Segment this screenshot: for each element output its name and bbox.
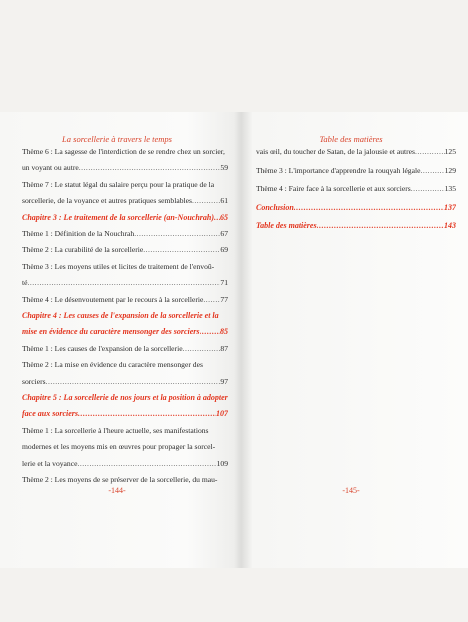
toc-line-text: Thème 2 : La curabilité de la sorcellerie <box>22 245 144 255</box>
dot-leader <box>78 409 216 419</box>
dot-leader <box>411 184 445 194</box>
toc-page-number: 69 <box>220 245 228 255</box>
toc-page-number: 87 <box>220 343 228 353</box>
toc-line-text: sorcellerie, de la voyance et autres pratiques semblables <box>22 196 192 206</box>
toc-line-text: face aux sorciers <box>22 409 78 419</box>
toc-line-text: un voyant ou autre <box>22 163 79 173</box>
toc-line <box>22 213 228 223</box>
dot-leader <box>200 327 220 337</box>
toc-line <box>22 180 228 190</box>
toc-line <box>22 311 228 321</box>
toc-page-number: 129 <box>444 165 456 175</box>
dot-leader <box>46 377 221 387</box>
toc-line <box>22 344 228 354</box>
toc-line-text: Thème 3 : Les moyens utiles et licites de traitement de l'envoû- <box>22 261 215 271</box>
dot-leader <box>294 203 444 213</box>
dot-leader <box>27 278 220 288</box>
toc-line <box>22 442 228 452</box>
toc-page-number: 59 <box>220 163 228 173</box>
toc-line <box>256 221 456 231</box>
toc-page-number: 85 <box>220 327 228 337</box>
toc-line <box>22 327 228 337</box>
toc-line <box>22 147 228 157</box>
toc-line <box>22 377 228 387</box>
toc-line-text: sorciers <box>22 376 46 386</box>
toc-line-text: Thème 4 : Faire face à la sorcellerie et aux sorciers <box>256 184 411 194</box>
toc-line <box>22 262 228 272</box>
dot-leader <box>415 147 445 157</box>
toc-line <box>22 426 228 436</box>
toc-page-number: 135 <box>444 184 456 194</box>
dot-leader <box>77 459 216 469</box>
toc-line-text: Conclusion <box>256 202 294 212</box>
toc-page-number: 61 <box>220 196 228 206</box>
toc-line-text: Thème 4 : Le désenvoutement par le recours à la sorcellerie <box>22 294 204 304</box>
toc-line-text: lerie et la voyance <box>22 458 78 468</box>
toc-line-text: Thème 2 : La mise en évidence du caractère mensonger des <box>22 360 203 370</box>
toc-line-text: té <box>22 278 28 288</box>
toc-page-number: 107 <box>216 409 228 419</box>
toc-line-text: Table des matières <box>256 221 317 231</box>
toc-page-number: 65 <box>220 212 228 222</box>
toc-line-text: Chapitre 4 : Les causes de l'expansion de la sorcellerie et la <box>22 311 219 320</box>
toc-page-number: 143 <box>444 221 456 231</box>
toc-line-text: vais œil, du toucher de Satan, de la jalousie et autres <box>256 147 415 156</box>
toc-line <box>22 360 228 370</box>
dot-leader <box>192 196 220 206</box>
toc-line <box>22 245 228 255</box>
dot-leader <box>203 295 220 305</box>
toc-page-number: 109 <box>216 458 228 468</box>
toc-line <box>22 278 228 288</box>
toc-line-text: Thème 1 : Les causes de l'expansion de la sorcellerie <box>22 343 183 353</box>
dot-leader <box>317 221 444 231</box>
toc-line <box>22 393 228 403</box>
toc-line <box>22 409 228 419</box>
toc-line-text: Thème 7 : Le statut légal du salaire perçu pour la pratique de la <box>22 179 215 189</box>
toc-line-text: Thème 1 : La sorcellerie à l'heure actuelle, ses manifestations <box>22 425 209 435</box>
running-head: La sorcellerie à travers le temps <box>62 134 172 144</box>
toc-line <box>22 295 228 305</box>
dot-leader <box>143 245 220 255</box>
toc-line <box>256 184 456 194</box>
toc-page-number: 125 <box>444 147 456 156</box>
toc-line-text: Thème 2 : Les moyens de se préserver de la sorcellerie, du mau- <box>22 475 218 484</box>
toc-line-text: Chapitre 5 : La sorcellerie de nos jours et la position à adopter <box>22 393 228 402</box>
toc-page-number: 71 <box>220 278 228 288</box>
toc-page-number: 97 <box>220 376 228 386</box>
toc-line-text: Thème 3 : L'importance d'apprendre la rouqyah légale <box>256 165 421 175</box>
book-spread <box>0 112 468 568</box>
left-page <box>0 112 234 568</box>
toc-line <box>256 203 456 213</box>
running-head: Table des matières <box>319 134 383 144</box>
page-number: -145- <box>342 486 360 495</box>
toc-line <box>22 196 228 206</box>
toc-page-number: 77 <box>220 294 228 304</box>
dot-leader <box>420 166 444 176</box>
toc-line <box>22 459 228 469</box>
toc-line-text: mise en évidence du caractère mensonger des sorciers <box>22 327 200 337</box>
toc-line-text: modernes et les moyens mis en œuvres pour propager la sorcel- <box>22 442 216 452</box>
toc-line <box>256 147 456 157</box>
toc-line <box>22 163 228 173</box>
toc-line-text: Chapitre 3 : Le traitement de la sorcellerie (an-Nouchrah) <box>22 212 214 222</box>
page-number: -144- <box>108 486 126 495</box>
dot-leader <box>134 229 220 239</box>
toc-page-number: 67 <box>220 229 228 238</box>
right-page <box>234 112 468 568</box>
dot-leader <box>183 344 221 354</box>
toc-line <box>256 166 456 176</box>
toc-line <box>22 475 228 485</box>
toc-line <box>22 229 228 239</box>
dot-leader <box>79 163 221 173</box>
toc-line-text: Thème 6 : La sagesse de l'interdiction de se rendre chez un sorcier, <box>22 147 225 156</box>
toc-line-text: Thème 1 : Définition de la Nouchrah <box>22 229 135 238</box>
toc-page-number: 137 <box>444 202 456 212</box>
